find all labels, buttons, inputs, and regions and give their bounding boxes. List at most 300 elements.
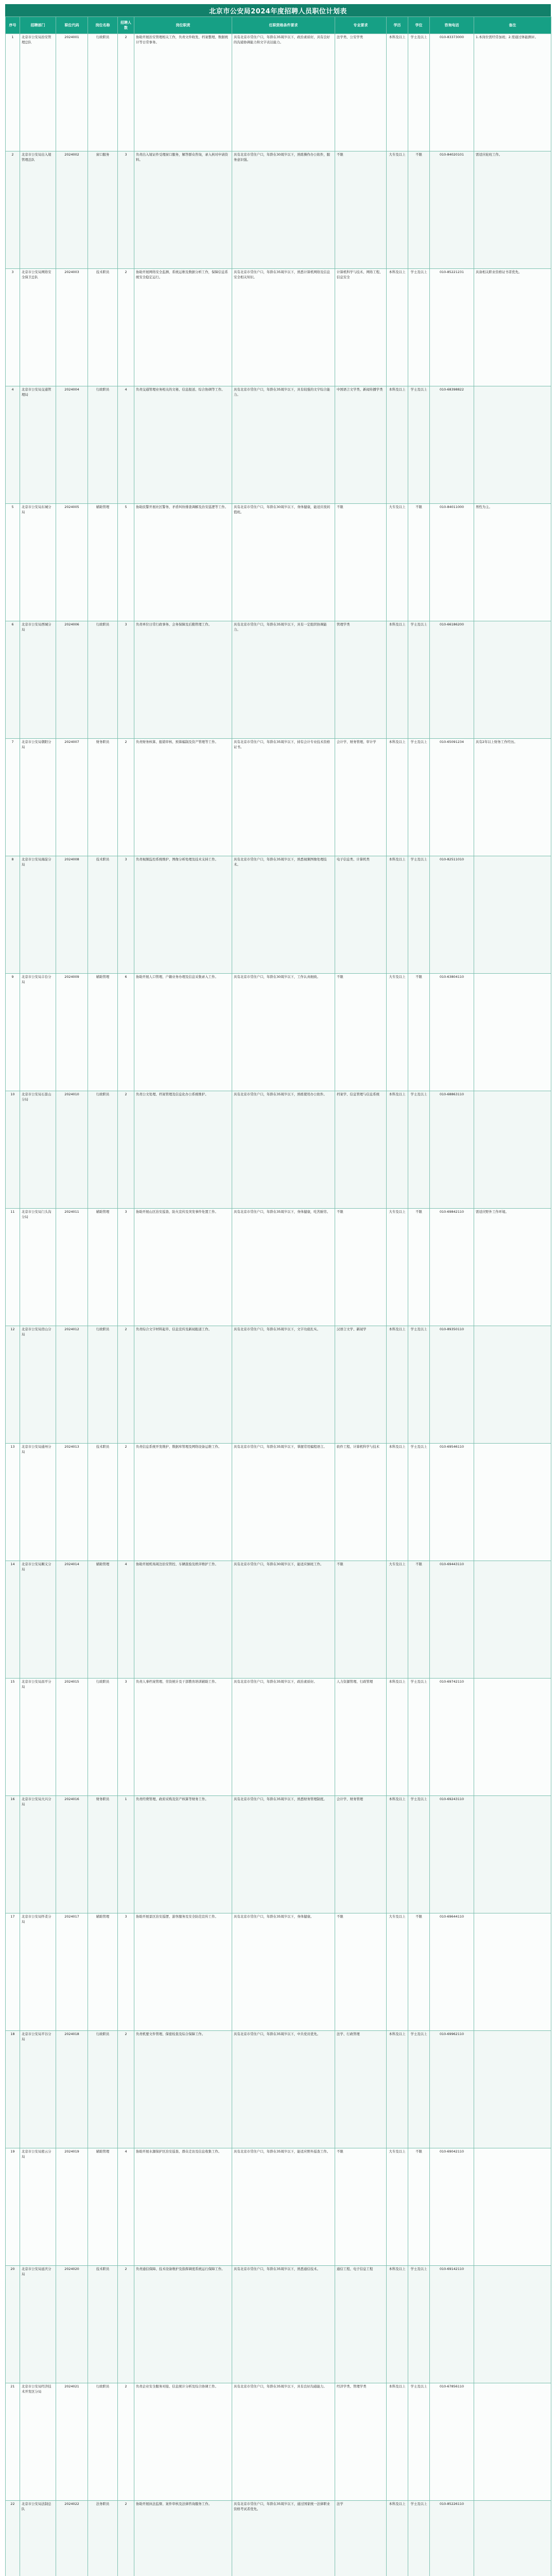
table-row: [6, 856, 551, 974]
table-row: [6, 974, 551, 1091]
cell-count: 4: [118, 1561, 134, 1679]
cell-edu: 本科及以上: [387, 2266, 408, 2383]
cell-note: [474, 1679, 551, 1796]
column-header: 岗位名称: [88, 17, 118, 34]
cell-tel: 010-69042110: [430, 2148, 474, 2266]
cell-code: 2024015: [56, 1679, 88, 1796]
cell-post: 辅助管理: [88, 974, 118, 1091]
cell-req: 具有北京市常住户口，年龄在30周岁以下，熟练操作办公软件，服务意识强。: [232, 151, 335, 269]
cell-code: 2024013: [56, 1444, 88, 1561]
column-header: 咨询电话: [430, 17, 474, 34]
cell-post: 窗口服务: [88, 151, 118, 269]
cell-tel: 010-69962110: [430, 2031, 474, 2148]
cell-major: 汉语言文学、新闻学: [335, 1326, 387, 1444]
cell-no: 3: [6, 269, 20, 386]
cell-edu: 本科及以上: [387, 1091, 408, 1209]
cell-note: [474, 1444, 551, 1561]
cell-major: 不限: [335, 504, 387, 621]
cell-req: 具有北京市常住户口，年龄在35周岁以下，持有会计专业技术资格证书。: [232, 739, 335, 856]
cell-tel: 010-84011000: [430, 504, 474, 621]
cell-post: 行政职员: [88, 621, 118, 739]
recruitment-table: [5, 16, 551, 2576]
cell-req: 具有北京市常住户口，年龄在35周岁以下，掌握常用编程语言。: [232, 1444, 335, 1561]
cell-note: 具有2年以上财务工作经历。: [474, 739, 551, 856]
table-row: [6, 2148, 551, 2266]
cell-req: 具有北京市常住户口，年龄在35周岁以下，熟练使用办公软件。: [232, 1091, 335, 1209]
cell-tel: 010-65091234: [430, 739, 474, 856]
cell-note: [474, 1561, 551, 1679]
cell-duty: 负责通信保障、技术设备维护及指挥调度系统运行保障工作。: [134, 2266, 232, 2383]
cell-req: 具有北京市常住户口，年龄在35周岁以下，具有良好沟通能力。: [232, 2383, 335, 2501]
table-row: [6, 2266, 551, 2383]
cell-note: [474, 2148, 551, 2266]
cell-req: 具有北京市常住户口，年龄在35周岁以下，身体健康。: [232, 1913, 335, 2031]
cell-duty: 协助开展人口管理、户籍业务办理及信息采集录入工作。: [134, 974, 232, 1091]
cell-edu: 本科及以上: [387, 2383, 408, 2501]
cell-duty: 协助开展治安管理相关工作，负责文件收发、档案整理、数据统计等日常事务。: [134, 34, 232, 151]
cell-tel: 010-85221231: [430, 269, 474, 386]
cell-count: 2: [118, 1326, 134, 1444]
cell-code: 2024009: [56, 974, 88, 1091]
cell-degree: 学士及以上: [408, 386, 430, 504]
cell-count: 1: [118, 1796, 134, 1913]
cell-major: 计算机科学与技术、网络工程、信息安全: [335, 269, 387, 386]
cell-dept: 北京市公安局昌平分局: [20, 1679, 56, 1796]
cell-no: 5: [6, 504, 20, 621]
cell-count: 2: [118, 2383, 134, 2501]
cell-degree: 学士及以上: [408, 1091, 430, 1209]
cell-major: 法学、行政管理: [335, 2031, 387, 2148]
cell-dept: 北京市公安局网络安全保卫总队: [20, 269, 56, 386]
cell-major: 人力资源管理、行政管理: [335, 1679, 387, 1796]
cell-duty: 协助开展执法监督、案件审核及法律咨询服务工作。: [134, 2501, 232, 2576]
cell-tel: 010-69443110: [430, 1561, 474, 1679]
cell-req: 具有北京市常住户口，年龄在35周岁以下，熟悉计算机网络及信息安全相关知识。: [232, 269, 335, 386]
cell-dept: 北京市公安局海淀分局: [20, 856, 56, 974]
cell-note: [474, 856, 551, 974]
column-header: 任职资格条件要求: [232, 17, 335, 34]
cell-duty: 协助开展网络安全监测、系统运维及数据分析工作，保障信息系统安全稳定运行。: [134, 269, 232, 386]
cell-no: 13: [6, 1444, 20, 1561]
cell-count: 3: [118, 151, 134, 269]
table-row: [6, 1796, 551, 1913]
cell-count: 3: [118, 1913, 134, 2031]
cell-count: 2: [118, 739, 134, 856]
cell-dept: 北京市公安局经济技术开发区分局: [20, 2383, 56, 2501]
cell-edu: 本科及以上: [387, 1444, 408, 1561]
cell-tel: 010-83373000: [430, 34, 474, 151]
cell-note: [474, 2266, 551, 2383]
cell-major: 会计学、财务管理: [335, 1796, 387, 1913]
table-row: [6, 386, 551, 504]
cell-dept: 北京市公安局治安管理总队: [20, 34, 56, 151]
cell-degree: 学士及以上: [408, 1679, 430, 1796]
cell-count: 2: [118, 34, 134, 151]
cell-code: 2024020: [56, 2266, 88, 2383]
cell-req: 具有北京市常住户口，年龄在30周岁以下，能适应倒班工作。: [232, 1561, 335, 1679]
cell-edu: 大专及以上: [387, 1913, 408, 2031]
cell-edu: 大专及以上: [387, 2148, 408, 2266]
cell-post: 辅助管理: [88, 1561, 118, 1679]
cell-note: [474, 1796, 551, 1913]
cell-post: 法务职员: [88, 2501, 118, 2576]
cell-edu: 本科及以上: [387, 1796, 408, 1913]
cell-degree: 不限: [408, 151, 430, 269]
table-row: [6, 1679, 551, 1796]
cell-dept: 北京市公安局延庆分局: [20, 2266, 56, 2383]
cell-degree: 不限: [408, 1561, 430, 1679]
cell-duty: 负责财务核算、报销审核、预算编制及资产管理等工作。: [134, 739, 232, 856]
cell-req: 具有北京市常住户口，年龄在30周岁以下，身体健康，能适应夜间值班。: [232, 504, 335, 621]
cell-req: 具有北京市常住户口，年龄在35周岁以下，政治素质好。: [232, 1679, 335, 1796]
cell-duty: 负责人事档案管理、劳资统计及干部教育培训辅助工作。: [134, 1679, 232, 1796]
cell-count: 2: [118, 2031, 134, 2148]
cell-duty: 协助开展水源保护区治安巡查、群众走访及信息收集工作。: [134, 2148, 232, 2266]
cell-no: 21: [6, 2383, 20, 2501]
cell-note: [474, 2031, 551, 2148]
cell-dept: 北京市公安局丰台分局: [20, 974, 56, 1091]
cell-duty: 协助开展景区治安巡逻、游客服务及安全防范宣传工作。: [134, 1913, 232, 2031]
cell-code: 2024003: [56, 269, 88, 386]
column-header: 职位代码: [56, 17, 88, 34]
cell-tel: 010-89350110: [430, 1326, 474, 1444]
table-row: [6, 1091, 551, 1209]
cell-dept: 北京市公安局顺义分局: [20, 1561, 56, 1679]
cell-major: 软件工程、计算机科学与技术: [335, 1444, 387, 1561]
cell-code: 2024007: [56, 739, 88, 856]
cell-dept: 北京市公安局大兴分局: [20, 1796, 56, 1913]
cell-edu: 大专及以上: [387, 151, 408, 269]
table-row: [6, 1326, 551, 1444]
cell-no: 9: [6, 974, 20, 1091]
cell-degree: 不限: [408, 974, 430, 1091]
cell-major: 法学类、公安学类: [335, 34, 387, 151]
cell-edu: 大专及以上: [387, 504, 408, 621]
cell-req: 具有北京市常住户口，年龄在35周岁以下，能适应野外巡查工作。: [232, 2148, 335, 2266]
cell-note: [474, 2501, 551, 2576]
column-header: 学位: [408, 17, 430, 34]
cell-count: 6: [118, 974, 134, 1091]
cell-tel: 010-69742110: [430, 1679, 474, 1796]
cell-no: 1: [6, 34, 20, 151]
cell-no: 19: [6, 2148, 20, 2266]
cell-dept: 北京市公安局通州分局: [20, 1444, 56, 1561]
table-body: [6, 34, 551, 2576]
cell-note: [474, 1913, 551, 2031]
table-row: [6, 151, 551, 269]
cell-req: 具有北京市常住户口，年龄在35周岁以下，熟悉视频图像处理技术。: [232, 856, 335, 974]
cell-tel: 010-85226110: [430, 2501, 474, 2576]
cell-post: 财务职员: [88, 1796, 118, 1913]
cell-dept: 北京市公安局平谷分局: [20, 2031, 56, 2148]
cell-count: 2: [118, 1444, 134, 1561]
cell-no: 16: [6, 1796, 20, 1913]
cell-degree: 学士及以上: [408, 1326, 430, 1444]
cell-code: 2024021: [56, 2383, 88, 2501]
cell-post: 财务职员: [88, 739, 118, 856]
cell-dept: 北京市公安局西城分局: [20, 621, 56, 739]
cell-duty: 负责机要文件管理、保密检查及综合保障工作。: [134, 2031, 232, 2148]
cell-degree: 学士及以上: [408, 2383, 430, 2501]
cell-degree: 学士及以上: [408, 2501, 430, 2576]
cell-count: 3: [118, 1679, 134, 1796]
cell-note: [474, 1091, 551, 1209]
cell-tel: 010-63804110: [430, 974, 474, 1091]
cell-no: 22: [6, 2501, 20, 2576]
cell-duty: 负责单位日常行政事务、会务保障及后勤管理工作。: [134, 621, 232, 739]
cell-dept: 北京市公安局东城分局: [20, 504, 56, 621]
cell-code: 2024006: [56, 621, 88, 739]
cell-dept: 北京市公安局怀柔分局: [20, 1913, 56, 2031]
cell-code: 2024016: [56, 1796, 88, 1913]
cell-tel: 010-68398822: [430, 386, 474, 504]
cell-note: [474, 2383, 551, 2501]
table-row: [6, 1561, 551, 1679]
cell-post: 技术职员: [88, 1444, 118, 1561]
cell-post: 行政职员: [88, 1679, 118, 1796]
cell-duty: 负责企业安全服务对接、信息统计分析及综合协调工作。: [134, 2383, 232, 2501]
cell-tel: 010-68863110: [430, 1091, 474, 1209]
cell-post: 辅助管理: [88, 1913, 118, 2031]
cell-post: 技术职员: [88, 269, 118, 386]
column-header: 学历: [387, 17, 408, 34]
cell-code: 2024017: [56, 1913, 88, 2031]
cell-edu: 本科及以上: [387, 856, 408, 974]
cell-degree: 不限: [408, 2148, 430, 2266]
cell-no: 10: [6, 1091, 20, 1209]
cell-tel: 010-69243110: [430, 1796, 474, 1913]
cell-degree: 学士及以上: [408, 34, 430, 151]
cell-no: 7: [6, 739, 20, 856]
cell-degree: 学士及以上: [408, 1444, 430, 1561]
cell-major: 通信工程、电子信息工程: [335, 2266, 387, 2383]
column-header: 岗位职责: [134, 17, 232, 34]
cell-count: 2: [118, 2266, 134, 2383]
cell-no: 12: [6, 1326, 20, 1444]
cell-edu: 本科及以上: [387, 621, 408, 739]
cell-major: 法学: [335, 2501, 387, 2576]
cell-degree: 学士及以上: [408, 621, 430, 739]
cell-req: 具有北京市常住户口，年龄在35周岁以下，具有较强的文字综合能力。: [232, 386, 335, 504]
cell-duty: 负责经费管理、政府采购及资产核算等财务工作。: [134, 1796, 232, 1913]
cell-post: 辅助管理: [88, 504, 118, 621]
cell-major: 档案学、信息管理与信息系统: [335, 1091, 387, 1209]
cell-degree: 学士及以上: [408, 2266, 430, 2383]
table-row: [6, 2383, 551, 2501]
cell-edu: 本科及以上: [387, 1679, 408, 1796]
cell-code: 2024004: [56, 386, 88, 504]
cell-count: 3: [118, 1209, 134, 1326]
cell-no: 15: [6, 1679, 20, 1796]
cell-duty: 协助开展山区治安巡查、防火宣传及突发事件处置工作。: [134, 1209, 232, 1326]
table-row: [6, 739, 551, 856]
cell-degree: 学士及以上: [408, 856, 430, 974]
cell-tel: 010-69142110: [430, 2266, 474, 2383]
table-row: [6, 1444, 551, 1561]
cell-major: 电子信息类、计算机类: [335, 856, 387, 974]
cell-major: 会计学、财务管理、审计学: [335, 739, 387, 856]
cell-dept: 北京市公安局出入境管理总队: [20, 151, 56, 269]
cell-post: 行政职员: [88, 2031, 118, 2148]
cell-post: 行政职员: [88, 386, 118, 504]
table-row: [6, 1913, 551, 2031]
cell-no: 18: [6, 2031, 20, 2148]
cell-note: [474, 621, 551, 739]
cell-no: 20: [6, 2266, 20, 2383]
cell-req: 具有北京市常住户口，年龄在35周岁以下，具有一定组织协调能力。: [232, 621, 335, 739]
cell-degree: 学士及以上: [408, 269, 430, 386]
cell-edu: 本科及以上: [387, 2031, 408, 2148]
table-row: [6, 621, 551, 739]
cell-req: 具有北京市常住户口，年龄在35周岁以下，通过国家统一法律职业资格考试者优先。: [232, 2501, 335, 2576]
column-header: 专业要求: [335, 17, 387, 34]
cell-note: 需适应轮班工作。: [474, 151, 551, 269]
cell-major: 不限: [335, 151, 387, 269]
cell-tel: 010-84020101: [430, 151, 474, 269]
cell-major: 不限: [335, 974, 387, 1091]
cell-code: 2024008: [56, 856, 88, 974]
cell-code: 2024005: [56, 504, 88, 621]
cell-req: 具有北京市常住户口，年龄在30周岁以下，工作认真细致。: [232, 974, 335, 1091]
cell-major: 管理学类: [335, 621, 387, 739]
cell-major: 不限: [335, 1561, 387, 1679]
cell-code: 2024014: [56, 1561, 88, 1679]
cell-degree: 学士及以上: [408, 1796, 430, 1913]
cell-degree: 不限: [408, 1209, 430, 1326]
cell-code: 2024001: [56, 34, 88, 151]
cell-req: 具有北京市常住户口，年龄在35周岁以下，中共党员优先。: [232, 2031, 335, 2148]
cell-post: 行政职员: [88, 1326, 118, 1444]
cell-post: 行政职员: [88, 34, 118, 151]
cell-edu: 本科及以上: [387, 34, 408, 151]
cell-duty: 协助民警开展社区警务、矛盾纠纷排查调解及治安巡逻等工作。: [134, 504, 232, 621]
cell-code: 2024010: [56, 1091, 88, 1209]
cell-edu: 本科及以上: [387, 1326, 408, 1444]
cell-code: 2024011: [56, 1209, 88, 1326]
cell-edu: 本科及以上: [387, 739, 408, 856]
cell-duty: 负责公文处理、档案管理及信息化办公系统维护。: [134, 1091, 232, 1209]
cell-note: 1.本岗位需经常加班；2.需通过体能测评。: [474, 34, 551, 151]
table-row: [6, 1209, 551, 1326]
cell-note: 男性为主。: [474, 504, 551, 621]
cell-req: 具有北京市常住户口，年龄在35周岁以下，身体健康，吃苦耐劳。: [232, 1209, 335, 1326]
table-row: [6, 2031, 551, 2148]
cell-post: 辅助管理: [88, 1209, 118, 1326]
cell-count: 2: [118, 1091, 134, 1209]
cell-code: 2024018: [56, 2031, 88, 2148]
table-row: [6, 2501, 551, 2576]
cell-count: 4: [118, 386, 134, 504]
cell-edu: 本科及以上: [387, 386, 408, 504]
title-banner: [5, 4, 551, 16]
cell-degree: 学士及以上: [408, 739, 430, 856]
cell-dept: 北京市公安局石景山分局: [20, 1091, 56, 1209]
cell-major: 经济学类、管理学类: [335, 2383, 387, 2501]
page-title: 北京市公安局2024年度招聘人员职位计划表: [209, 7, 347, 15]
cell-count: 2: [118, 2501, 134, 2576]
cell-no: 17: [6, 1913, 20, 2031]
cell-duty: 负责信息系统开发维护、数据库管理及网络设备运维工作。: [134, 1444, 232, 1561]
cell-dept: 北京市公安局房山分局: [20, 1326, 56, 1444]
cell-req: 具有北京市常住户口，年龄在35周岁以下，文字功底扎实。: [232, 1326, 335, 1444]
cell-major: 不限: [335, 1913, 387, 2031]
cell-duty: 负责视频监控系统维护、图像分析处理及技术支持工作。: [134, 856, 232, 974]
cell-dept: 北京市公安局交通管理局: [20, 386, 56, 504]
cell-dept: 北京市公安局朝阳分局: [20, 739, 56, 856]
cell-no: 14: [6, 1561, 20, 1679]
cell-no: 2: [6, 151, 20, 269]
cell-note: 需适应野外工作环境。: [474, 1209, 551, 1326]
cell-req: 具有北京市常住户口，年龄在35周岁以下，熟悉财务管理制度。: [232, 1796, 335, 1913]
cell-dept: 北京市公安局密云分局: [20, 2148, 56, 2266]
cell-degree: 不限: [408, 1913, 430, 2031]
cell-code: 2024022: [56, 2501, 88, 2576]
column-header: 备注: [474, 17, 551, 34]
cell-degree: 学士及以上: [408, 2031, 430, 2148]
cell-post: 技术职员: [88, 856, 118, 974]
cell-duty: 负责交通管理业务相关的文秘、信息报送、综合协调等工作。: [134, 386, 232, 504]
cell-tel: 010-67856110: [430, 2383, 474, 2501]
cell-tel: 010-82511010: [430, 856, 474, 974]
cell-dept: 北京市公安局门头沟分局: [20, 1209, 56, 1326]
cell-code: 2024002: [56, 151, 88, 269]
cell-code: 2024012: [56, 1326, 88, 1444]
cell-code: 2024019: [56, 2148, 88, 2266]
column-header: 招聘部门: [20, 17, 56, 34]
table-row: [6, 269, 551, 386]
cell-note: [474, 974, 551, 1091]
cell-duty: 协助开展机场周边治安管控、车辆查验及秩序维护工作。: [134, 1561, 232, 1679]
cell-tel: 010-69546110: [430, 1444, 474, 1561]
cell-no: 4: [6, 386, 20, 504]
cell-count: 3: [118, 856, 134, 974]
cell-req: 具有北京市常住户口，年龄在35周岁以下，政治素质好，具有良好的沟通协调能力和文字表达能力。: [232, 34, 335, 151]
cell-no: 8: [6, 856, 20, 974]
cell-note: [474, 386, 551, 504]
page: [5, 4, 551, 2576]
cell-major: 中国语言文学类、新闻传播学类: [335, 386, 387, 504]
cell-note: [474, 1326, 551, 1444]
cell-count: 5: [118, 504, 134, 621]
cell-tel: 010-66186200: [430, 621, 474, 739]
cell-dept: 北京市公安局法制总队: [20, 2501, 56, 2576]
cell-post: 行政职员: [88, 2383, 118, 2501]
cell-no: 6: [6, 621, 20, 739]
cell-post: 技术职员: [88, 2266, 118, 2383]
cell-major: 不限: [335, 1209, 387, 1326]
table-row: [6, 504, 551, 621]
cell-post: 行政职员: [88, 1091, 118, 1209]
cell-edu: 大专及以上: [387, 1209, 408, 1326]
cell-count: 2: [118, 269, 134, 386]
cell-post: 辅助管理: [88, 2148, 118, 2266]
cell-duty: 负责出入境证件受理窗口服务，解答群众咨询，录入核对申请资料。: [134, 151, 232, 269]
cell-duty: 负责综合文字材料起草、信息宣传及新闻报道工作。: [134, 1326, 232, 1444]
cell-edu: 本科及以上: [387, 269, 408, 386]
column-header: 招聘人数: [118, 17, 134, 34]
cell-degree: 不限: [408, 504, 430, 621]
cell-note: 具备相关职业资格证书者优先。: [474, 269, 551, 386]
cell-no: 11: [6, 1209, 20, 1326]
cell-count: 4: [118, 2148, 134, 2266]
cell-edu: 大专及以上: [387, 974, 408, 1091]
cell-req: 具有北京市常住户口，年龄在35周岁以下，熟悉通信技术。: [232, 2266, 335, 2383]
table-row: [6, 34, 551, 151]
column-header: 序号: [6, 17, 20, 34]
cell-count: 3: [118, 621, 134, 739]
cell-edu: 本科及以上: [387, 2501, 408, 2576]
cell-major: 不限: [335, 2148, 387, 2266]
